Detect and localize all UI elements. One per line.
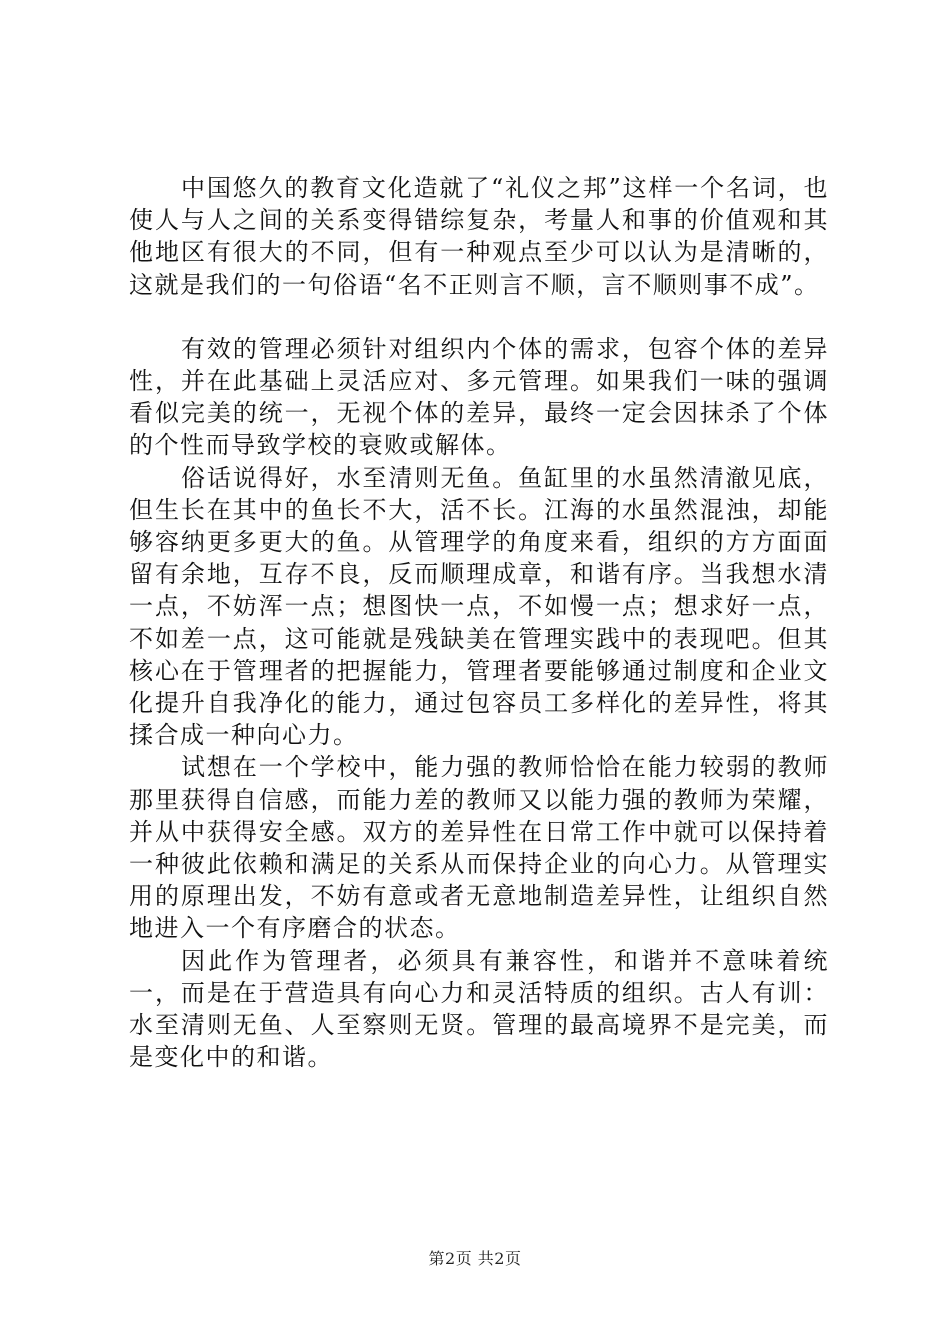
paragraph-3: 俗话说得好，水至清则无鱼。鱼缸里的水虽然清澈见底，但生长在其中的鱼长不大，活不长。江海的水虽然混浊，却能够容纳更多更大的鱼。从管理学的角度来看，组织的方方面面留有余地，互存不良，反而顺理成章，和谐有序。当我想水清一点，不妨浑一点；想图快一点，不如慢一点；想求好一点，不如差一点，这可能就是残缺美在管理实践中的表现吧。但其核心在于管理者的把握能力，管理者要能够通过制度和企业文化提升自我净化的能力，通过包容员工多样化的差异性，将其揉合成一种向心力。 — [129, 463, 829, 750]
paragraph-4: 试想在一个学校中，能力强的教师恰恰在能力较弱的教师那里获得自信感，而能力差的教师又以能力强的教师为荣耀，并从中获得安全感。双方的差异性在日常工作中就可以保持着一种彼此依赖和满足的关系从而保持企业的向心力。从管理实用的原理出发，不妨有意或者无意地制造差异性，让组织自然地进入一个有序磨合的状态。 — [129, 753, 829, 943]
page-footer: 第2页 共2页 — [428, 1249, 522, 1268]
paragraph-2: 有效的管理必须针对组织内个体的需求，包容个体的差异性，并在此基础上灵活应对、多元管理。如果我们一味的强调看似完美的统一，无视个体的差异，最终一定会因抹杀了个体的个性而导致学校的衰败或解体。 — [129, 334, 829, 460]
paragraph-5: 因此作为管理者，必须具有兼容性，和谐并不意味着统一，而是在于营造具有向心力和灵活特质的组织。古人有训：水至清则无鱼、人至察则无贤。管理的最高境界不是完美，而是变化中的和谐。 — [129, 946, 829, 1072]
paragraph-1: 中国悠久的教育文化造就了“礼仪之邦”这样一个名词，也使人与人之间的关系变得错综复杂，考量人和事的价值观和其他地区有很大的不同，但有一种观点至少可以认为是清晰的，这就是我们的一句俗语“名不正则言不顺，言不顺则事不成”。 — [129, 174, 829, 299]
document-body — [129, 172, 829, 1073]
